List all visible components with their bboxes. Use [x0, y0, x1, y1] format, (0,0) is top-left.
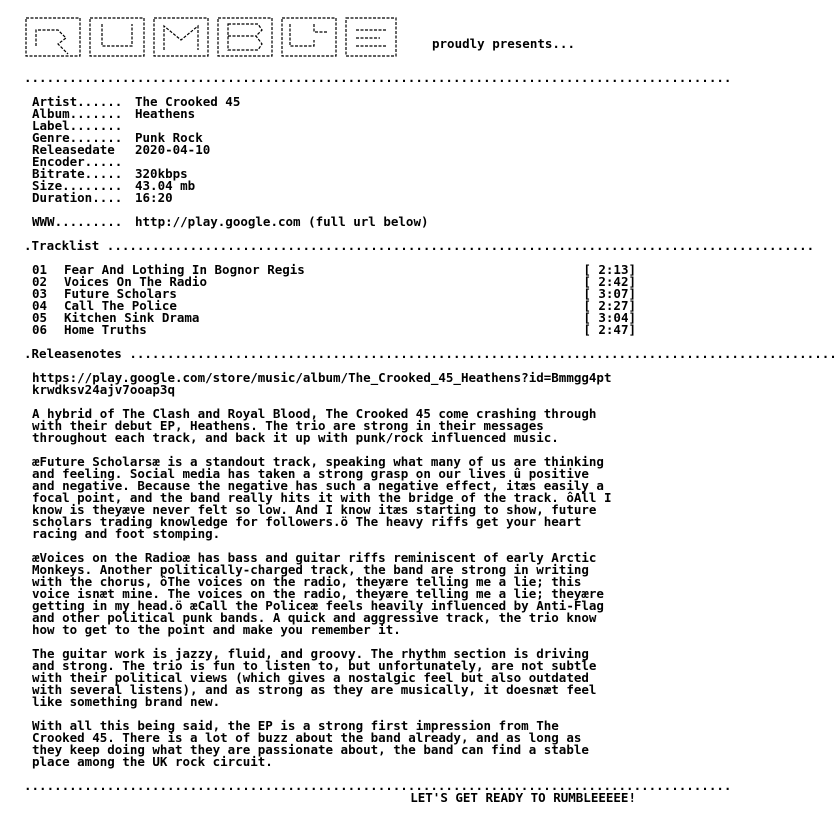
track-number: 05 — [32, 310, 48, 325]
track-row — [24, 324, 636, 336]
info-value: 43.04 mb — [135, 178, 196, 193]
track-title: Call The Police — [64, 298, 177, 313]
paragraph-line: and strong. The trio is fun to listen to, but unfortunately, are not subtle — [32, 658, 597, 673]
info-row — [24, 132, 636, 144]
info-key: Label....... — [32, 118, 123, 133]
paragraph-line: with their political views (which gives a nostalgic feel but also outdated — [32, 670, 589, 685]
tracklist-dots: .............................................................................................. — [106, 238, 815, 253]
info-value: 16:20 — [135, 190, 173, 205]
album-url — [24, 372, 636, 396]
paragraph-line: they keep doing what they are passionate about, the band can find a stable — [32, 742, 589, 757]
paragraph-line: with their debut EP, Heathens. The trio are strong in their messages — [32, 418, 544, 433]
paragraph-line: know is theyæve never felt so low. And I know itæs starting to show, future — [32, 502, 597, 517]
paragraph-line: With all this being said, the EP is a strong first impression from The — [32, 718, 559, 733]
rumble-ascii-logo — [24, 16, 399, 58]
track-title: Fear And Lothing In Bognor Regis — [64, 262, 305, 277]
footer-text: LET'S GET READY TO RUMBLEEEEE! — [410, 790, 636, 805]
release-paragraph — [24, 720, 636, 768]
releasenotes-dots: .............................................................................................. — [129, 346, 837, 361]
nfo-document — [24, 16, 837, 805]
track-title: Home Truths — [64, 322, 147, 337]
track-title: Kitchen Sink Drama — [64, 310, 200, 325]
track-duration: [ 3:04] — [583, 310, 636, 325]
paragraph-line: Crooked 45. There is a lot of buzz about the band already, and as long as — [32, 730, 582, 745]
track-number: 06 — [32, 322, 48, 337]
paragraph-line: æFuture Scholarsæ is a standout track, speaking what many of us are thinking — [32, 454, 604, 469]
www-row — [24, 216, 636, 228]
track-duration: [ 2:27] — [583, 298, 636, 313]
release-info — [24, 96, 636, 204]
paragraph-line: scholars trading knowledge for followers.ö The heavy riffs get your heart — [32, 514, 582, 529]
releasenotes-title: .Releasenotes — [24, 346, 130, 361]
paragraph-line: voice isnæt mine. The voices on the radio, theyære telling me a lie; theyære — [32, 586, 604, 601]
paragraph-line: how to get to the point and make you remember it. — [32, 622, 401, 637]
info-key: Album....... — [32, 106, 123, 121]
paragraph-line: and other political punk bands. A quick and aggressive track, the trio know — [32, 610, 597, 625]
tracklist — [24, 264, 636, 336]
track-number: 03 — [32, 286, 48, 301]
release-notes — [24, 396, 636, 768]
paragraph-line: A hybrid of The Clash and Royal Blood, The Crooked 45 come crashing through — [32, 406, 597, 421]
info-value: 2020-04-10 — [135, 142, 211, 157]
track-duration: [ 2:47] — [583, 322, 636, 337]
track-number: 04 — [32, 298, 48, 313]
info-key: Genre....... — [32, 130, 123, 145]
info-row — [24, 192, 636, 204]
track-number: 01 — [32, 262, 48, 277]
track-duration: [ 2:42] — [583, 274, 636, 289]
info-value: Heathens — [135, 106, 196, 121]
separator: .............................................................................................. — [24, 778, 732, 793]
paragraph-line: getting in my head.ö æCall the Policeæ feels heavily influenced by Anti-Flag — [32, 598, 604, 613]
separator: .............................................................................................. — [24, 70, 732, 85]
url-line: krwdksv24ajv7ooap3q — [32, 382, 175, 397]
release-paragraph — [24, 408, 636, 444]
release-paragraph — [24, 456, 636, 540]
track-title: Voices On The Radio — [64, 274, 207, 289]
www-key: WWW......... — [32, 214, 123, 229]
info-key: Duration.... — [32, 190, 123, 205]
track-duration: [ 2:13] — [583, 262, 636, 277]
paragraph-line: with the chorus, ôThe voices on the radio, theyære telling me a lie; this — [32, 574, 582, 589]
paragraph-line: The guitar work is jazzy, fluid, and groovy. The rhythm section is driving — [32, 646, 589, 661]
info-key: Encoder..... — [32, 154, 123, 169]
paragraph-line: focal point, and the band really hits it with the bridge of the track. ôAll I — [32, 490, 612, 505]
info-value: Punk Rock — [135, 130, 203, 145]
track-duration: [ 3:07] — [583, 286, 636, 301]
info-key: Bitrate..... — [32, 166, 123, 181]
url-line: https://play.google.com/store/music/album/The_Crooked_45_Heathens?id=Bmmgg4pt — [32, 370, 612, 385]
paragraph-line: with several listens), and as strong as they are musically, it doesnæt feel — [32, 682, 597, 697]
tracklist-header — [24, 238, 815, 253]
presents-text: proudly presents... — [432, 36, 575, 51]
track-number: 02 — [32, 274, 48, 289]
www-value: http://play.google.com (full url below) — [135, 214, 429, 229]
info-value: The Crooked 45 — [135, 94, 241, 109]
header — [24, 16, 636, 60]
tracklist-title: .Tracklist — [24, 238, 107, 253]
paragraph-line: place among the UK rock circuit. — [32, 754, 273, 769]
release-paragraph — [24, 648, 636, 708]
paragraph-line: and negative. Because the negative has such a negative effect, itæs easily a — [32, 478, 604, 493]
paragraph-line: Monkeys. Another politically-charged track, the band are strong in writing — [32, 562, 589, 577]
paragraph-line: throughout each track, and back it up with punk/rock influenced music. — [32, 430, 559, 445]
track-title: Future Scholars — [64, 286, 177, 301]
paragraph-line: like something brand new. — [32, 694, 221, 709]
release-paragraph — [24, 552, 636, 636]
paragraph-line: and feeling. Social media has taken a strong grasp on our lives û positive — [32, 466, 589, 481]
paragraph-line: æVoices on the Radioæ has bass and guitar riffs reminiscent of early Arctic — [32, 550, 597, 565]
info-value: 320kbps — [135, 166, 188, 181]
info-key: Size........ — [32, 178, 123, 193]
info-key: Releasedate — [32, 142, 115, 157]
info-key: Artist...... — [32, 94, 123, 109]
paragraph-line: racing and foot stomping. — [32, 526, 221, 541]
releasenotes-header — [24, 346, 837, 361]
